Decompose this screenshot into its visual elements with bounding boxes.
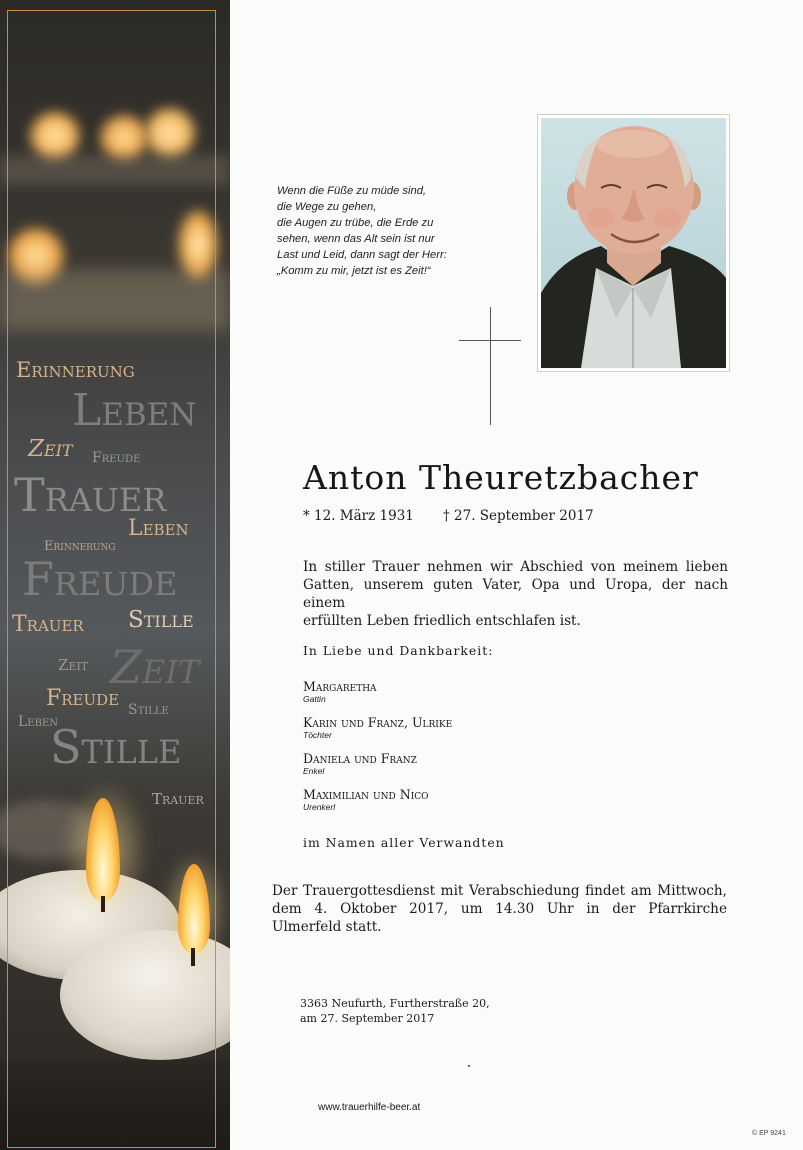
service-line: dem 4. Oktober 2017, um 14.30 Uhr in der Pfarrkirche: [272, 901, 727, 917]
poem: [277, 183, 527, 279]
mourner-entry: [303, 715, 452, 740]
mourner-entry: [303, 787, 429, 812]
sidebar-word: Stille: [128, 702, 169, 718]
mourner-names: Karin und Franz, Ulrike: [303, 715, 453, 730]
poem-line: sehen, wenn das Alt sein ist nur: [277, 233, 435, 245]
sidebar-word: Freude: [46, 686, 120, 711]
deceased-name: Anton Theuretzbacher: [303, 458, 699, 497]
address-block: [300, 996, 490, 1026]
address-line: 3363 Neufurth, Furtherstraße 20,: [300, 997, 490, 1010]
sidebar-word: Leben: [18, 714, 58, 730]
portrait-illustration: [541, 118, 726, 368]
mourner-names: Daniela und Franz: [303, 751, 417, 766]
poem-line: Wenn die Füße zu müde sind,: [277, 185, 427, 197]
farewell-line: In stiller Trauer nehmen wir Abschied von meinem lieben: [303, 559, 728, 575]
farewell-line: erfüllten Leben friedlich entschlafen ist.: [303, 613, 581, 629]
panel-frame: [7, 10, 216, 1148]
sidebar-word: Stille: [128, 607, 194, 633]
website-link[interactable]: www.trauerhilfe-beer.at: [318, 1102, 421, 1113]
poem-line: die Augen zu trübe, die Erde zu: [277, 217, 434, 229]
sidebar-word: Zeit: [110, 640, 200, 694]
sidebar-word: Erinnerung: [16, 358, 135, 382]
mourner-entry: [303, 751, 417, 776]
mourner-relation: Gattin: [303, 694, 326, 704]
sidebar-word: Freude: [22, 552, 178, 606]
sidebar-word: Zeit: [28, 436, 73, 462]
service-line: Der Trauergottesdienst mit Verabschiedung findet am Mittwoch,: [272, 883, 727, 899]
stray-dot: [468, 1065, 470, 1067]
farewell-line: Gatten, unserem guten Vater, Opa und Uropa, der nach einem: [303, 577, 728, 611]
sidebar-word: Erinnerung: [44, 539, 116, 554]
poem-line: Last und Leid, dann sagt der Herr:: [277, 249, 447, 261]
gratitude-heading: In Liebe und Dankbarkeit:: [303, 643, 494, 658]
mourner-relation: Urenkerl: [303, 802, 336, 812]
mourner-names: Margaretha: [303, 679, 377, 694]
mourner-names: Maximilian und Nico: [303, 787, 429, 802]
poem-line: die Wege zu gehen,: [277, 201, 377, 213]
cross-icon: [490, 307, 491, 425]
farewell-text: [303, 558, 728, 630]
on-behalf-line: im Namen aller Verwandten: [303, 835, 505, 850]
sidebar-word: Trauer: [152, 790, 204, 808]
mourner-relation: Töchter: [303, 730, 332, 740]
print-code: © EP 9241: [752, 1130, 786, 1137]
candle-panel: [0, 0, 230, 1150]
sidebar-word: Freude: [92, 450, 141, 466]
mourner-relation: Enkel: [303, 766, 325, 776]
sidebar-word: Leben: [72, 385, 197, 436]
poem-line: „Komm zu mir, jetzt ist es Zeit!“: [277, 265, 431, 277]
service-announcement: [272, 882, 727, 936]
sidebar-word: Trauer: [14, 468, 167, 522]
sidebar-word: Trauer: [12, 612, 84, 637]
mourner-entry: [303, 679, 377, 704]
service-line: Ulmerfeld statt.: [272, 919, 382, 935]
portrait-photo: [537, 114, 730, 372]
portrait-image: [541, 118, 726, 368]
birth-date: * 12. März 1931: [303, 508, 414, 524]
death-date: † 27. September 2017: [443, 508, 594, 524]
sidebar-word: Zeit: [58, 656, 89, 674]
sidebar-word: Leben: [128, 516, 189, 541]
cross-icon-bar: [459, 340, 521, 341]
address-date: am 27. September 2017: [300, 1012, 435, 1025]
sidebar-word: Stille: [50, 720, 182, 774]
